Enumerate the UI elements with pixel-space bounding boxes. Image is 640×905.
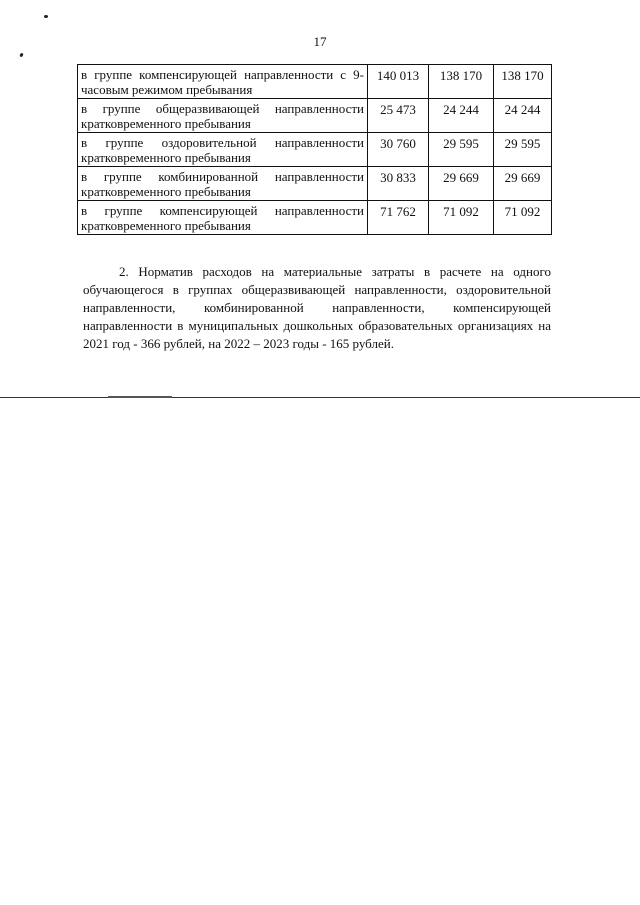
value-cell: 29 669 <box>494 167 552 201</box>
table-row <box>78 65 552 99</box>
value-cell: 24 244 <box>494 99 552 133</box>
row-label: в группе общеразвивающей направленности кратковременного пребывания <box>78 99 368 133</box>
value-cell: 25 473 <box>368 99 429 133</box>
cost-standards-table <box>77 64 552 235</box>
row-label: в группе оздоровительной направленности кратковременного пребывания <box>78 133 368 167</box>
value-cell: 29 669 <box>429 167 494 201</box>
value-cell: 71 092 <box>494 201 552 235</box>
value-cell: 71 092 <box>429 201 494 235</box>
material-costs-paragraph: 2. Норматив расходов на материальные затраты в расчете на одного обучающегося в группах общеразвивающей направленности, оздоровительной направленности, комбинированной направленности, компенсирующей направленности в муниципальных дошкольных образовательных организациях на 2021 год - 366 рублей, на 2022 – 2023 годы - 165 рублей. <box>83 264 551 351</box>
value-cell: 30 760 <box>368 133 429 167</box>
row-label: в группе компенсирующей направленности с 9-часовым режимом пребывания <box>78 65 368 99</box>
table-row <box>78 201 552 235</box>
scan-speck <box>19 53 24 58</box>
table-row <box>78 167 552 201</box>
value-cell: 138 170 <box>494 65 552 99</box>
value-cell: 24 244 <box>429 99 494 133</box>
value-cell: 29 595 <box>429 133 494 167</box>
value-cell: 138 170 <box>429 65 494 99</box>
page-number: 17 <box>313 34 327 49</box>
row-label: в группе компенсирующей направленности кратковременного пребывания <box>78 201 368 235</box>
value-cell: 71 762 <box>368 201 429 235</box>
bottom-divider <box>0 397 640 398</box>
table-row <box>78 133 552 167</box>
table-row <box>78 99 552 133</box>
bottom-divider-accent <box>108 396 172 398</box>
value-cell: 29 595 <box>494 133 552 167</box>
scan-speck <box>44 15 48 18</box>
row-label: в группе комбинированной направленности кратковременного пребывания <box>78 167 368 201</box>
value-cell: 30 833 <box>368 167 429 201</box>
value-cell: 140 013 <box>368 65 429 99</box>
